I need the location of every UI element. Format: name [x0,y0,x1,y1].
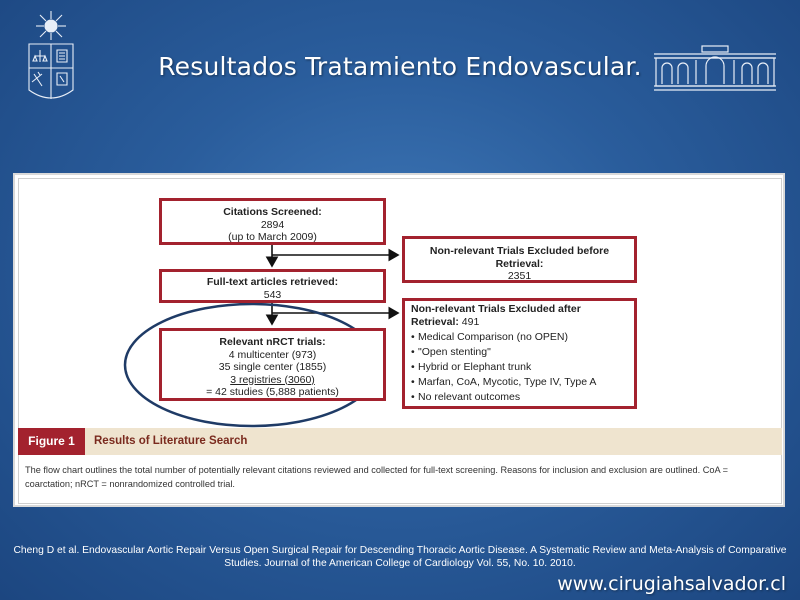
citations-title: Citations Screened: [223,206,322,218]
figure-badge: Figure 1 [18,428,85,455]
exclusion-reason: • No relevant outcomes [411,390,628,405]
relevant-trials-box [159,328,386,401]
fulltext-count: 543 [263,288,282,301]
citations-count: 2894 [260,218,285,231]
fulltext-box [159,269,386,303]
relevant-title: Relevant nRCT trials: [219,336,326,348]
relevant-line: 3 registries (3060) [230,373,315,386]
flowchart-connectors [15,175,787,509]
excluded-after-heading [411,303,628,328]
citations-note: (up to March 2009) [228,231,317,243]
excluded-before-count: 2351 [507,270,532,282]
exclusion-reasons-list [411,330,628,405]
figure-panel [13,173,785,507]
exclusion-reason: • "Open stenting" [411,345,628,360]
exclusion-reason: • Marfan, CoA, Mycotic, Type IV, Type A [411,375,628,390]
citations-screened-box [159,198,386,245]
excluded-before-box [402,236,637,283]
relevant-total: = 42 studies (5,888 patients) [206,386,339,398]
figure-caption-bar [18,428,782,455]
figure-caption: The flow chart outlines the total number of potentially relevant citations reviewed and collected for full-text screening. Reasons for inclusion and exclusion are outlined. CoA = coarctation; nRCT = nonrandomized controlled trial. [25,465,728,489]
excluded-before-title: Non-relevant Trials Excluded before Retrieval: [429,245,610,270]
excluded-after-count: 491 [461,315,480,328]
slide-title: Resultados Tratamiento Endovascular. [158,52,642,81]
fulltext-title: Full-text articles retrieved: [206,276,339,288]
excluded-after-title: Non-relevant Trials Excluded after Retrieval: [411,303,581,328]
figure-title: Results of Literature Search [94,435,248,447]
exclusion-reason: • Medical Comparison (no OPEN) [411,330,628,345]
excluded-after-box [402,298,637,409]
relevant-line: 4 multicenter (973) [228,348,317,361]
website-url: www.cirugiahsalvador.cl [557,573,786,595]
relevant-line: 35 single center (1855) [218,361,327,373]
source-citation: Cheng D et al. Endovascular Aortic Repair Versus Open Surgical Repair for Descending Thoracic Aortic Disease. A Systematic Review and Meta-Analysis of Comparative Studies. Journal of the American College of Cardiology Vol. 55, No. 10. 2010. [13,545,787,569]
exclusion-reason: • Hybrid or Elephant trunk [411,360,628,375]
